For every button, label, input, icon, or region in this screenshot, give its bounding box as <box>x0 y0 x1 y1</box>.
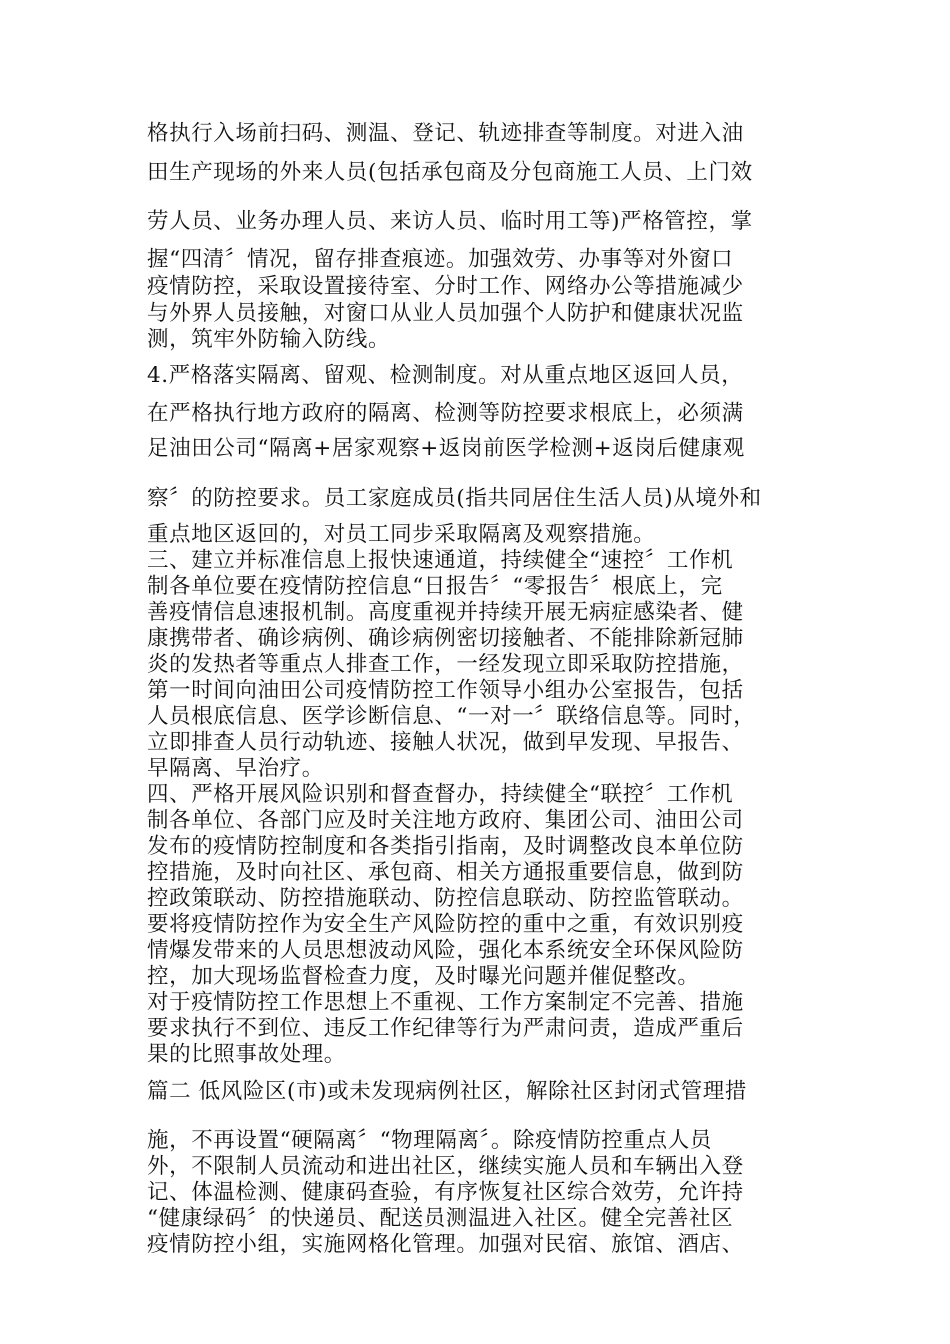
text-line: 田生产现场的外来人员(包括承包商及分包商施工人员、上门效 <box>147 160 753 185</box>
text-line: 外，不限制人员流动和进出社区，继续实施人员和车辆出入登 <box>147 1154 744 1179</box>
text-line: 四、严格开展风险识别和督查督办，持续健全“联控〞工作机 <box>147 782 734 807</box>
text-line: 疫情防控小组，实施网格化管理。加强对民宿、旅馆、酒店、 <box>147 1232 744 1257</box>
text-line: 情爆发带来的人员思想波动风险，强化本系统安全环保风险防 <box>147 938 744 963</box>
text-line: 控，加大现场监督检查力度，及时曝光问题并催促整改。 <box>147 964 700 989</box>
text-line: 测，筑牢外防输入防线。 <box>147 327 391 352</box>
text-line: 发布的疫情防控制度和各类指引指南，及时调整改良本单位防 <box>147 834 744 859</box>
text-line: 控措施，及时向社区、承包商、相关方通报重要信息，做到防 <box>147 860 744 885</box>
text-line: 早隔离、早治疗。 <box>147 756 324 781</box>
text-line: 果的比照事故处理。 <box>147 1042 346 1067</box>
text-line: 劳人员、业务办理人员、来访人员、临时用工等)严格管控，掌 <box>147 209 753 234</box>
text-line: 制各单位要在疫情防控信息“日报告〞“零报告〞根底上，完 <box>147 574 723 599</box>
text-line: 篇二 低风险区(市)或未发现病例社区，解除社区封闭式管理措 <box>147 1079 748 1104</box>
text-line: 与外界人员接触，对窗口从业人员加强个人防护和健康状况监 <box>147 301 744 326</box>
text-line: 第一时间向油田公司疫情防控工作领导小组办公室报告，包括 <box>147 678 744 703</box>
text-line: 要将疫情防控作为安全生产风险防控的重中之重，有效识别疫 <box>147 912 744 937</box>
text-line: 立即排查人员行动轨迹、接触人状况，做到早发现、早报告、 <box>147 730 744 755</box>
text-line: 制各单位、各部门应及时关注地方政府、集团公司、油田公司 <box>147 808 744 833</box>
text-line: 康携带者、确诊病例、确诊病例密切接触者、不能排除新冠肺 <box>147 626 744 651</box>
text-line: 格执行入场前扫码、测温、登记、轨迹排查等制度。对进入油 <box>147 121 744 146</box>
text-line: 4.严格落实隔离、留观、检测制度。对从重点地区返回人员， <box>147 363 744 388</box>
text-line: 炎的发热者等重点人排查工作，一经发现立即采取防控措施， <box>147 652 744 677</box>
text-line: 疫情防控，采取设置接待室、分时工作、网络办公等措施减少 <box>147 274 744 299</box>
text-line: 善疫情信息速报机制。高度重视并持续开展无病症感染者、健 <box>147 600 744 625</box>
text-line: 握“四清〞情况，留存排查痕迹。加强效劳、办事等对外窗口 <box>147 247 734 272</box>
text-line: 对于疫情防控工作思想上不重视、工作方案制定不完善、措施 <box>147 990 744 1015</box>
text-line: 记、体温检测、健康码查验，有序恢复社区综合效劳，允许持 <box>147 1180 744 1205</box>
text-line: 重点地区返回的，对员工同步采取隔离及观察措施。 <box>147 522 656 547</box>
text-line: 足油田公司“隔离+居家观察+返岗前医学检测+返岗后健康观 <box>147 436 745 461</box>
text-line: 三、建立并标准信息上报快速通道，持续健全“速控〞工作机 <box>147 548 734 573</box>
text-line: 施，不再设置“硬隔离〞“物理隔离〞。除疫情防控重点人员 <box>147 1128 712 1153</box>
text-line: 人员根底信息、医学诊断信息、“一对一〞联络信息等。同时， <box>147 704 756 729</box>
text-line: 察〞的防控要求。员工家庭成员(指共同居住生活人员)从境外和 <box>147 486 762 511</box>
text-line: “健康绿码〞的快递员、配送员测温进入社区。健全完善社区 <box>147 1206 734 1231</box>
text-line: 要求执行不到位、违反工作纪律等行为严肃问责，造成严重后 <box>147 1016 744 1041</box>
text-line: 控政策联动、防控措施联动、防控信息联动、防控监管联动。 <box>147 886 744 911</box>
text-line: 在严格执行地方政府的隔离、检测等防控要求根底上，必须满 <box>147 401 744 426</box>
